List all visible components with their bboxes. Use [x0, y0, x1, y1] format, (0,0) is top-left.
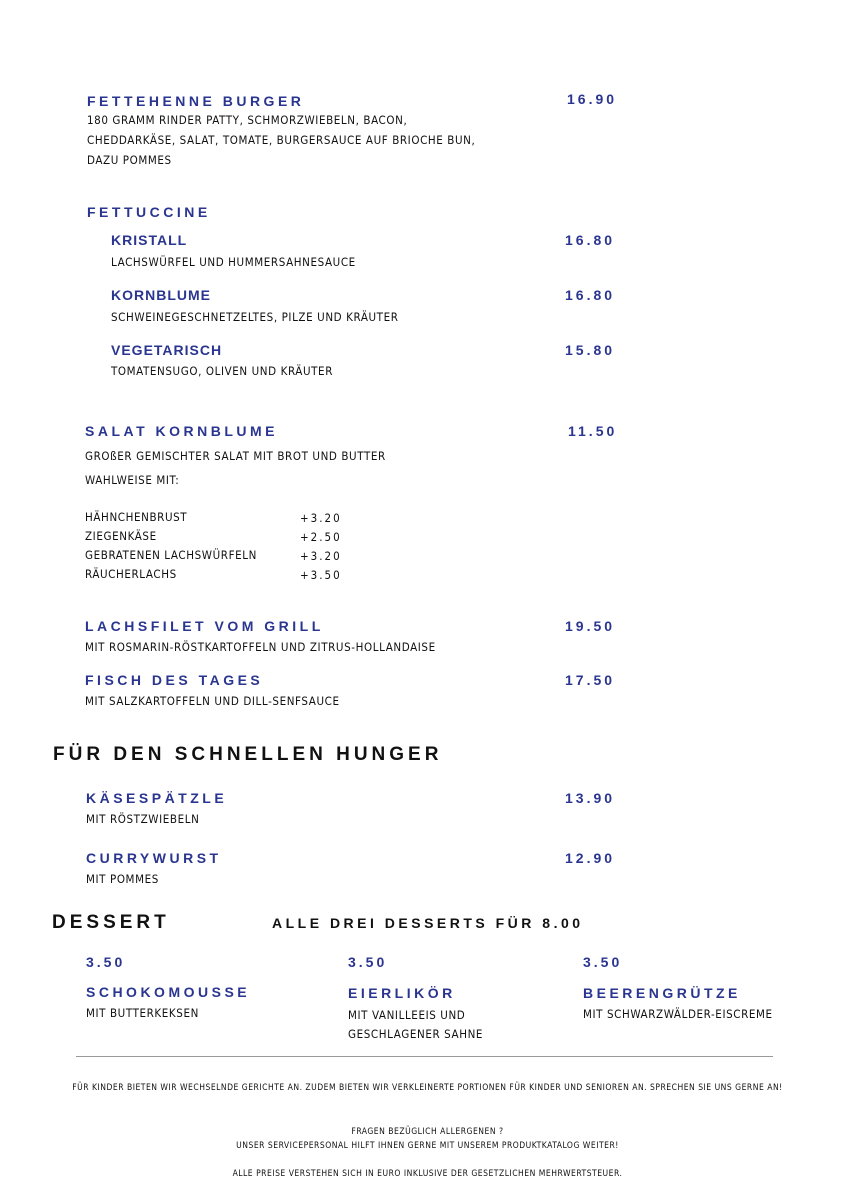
dessert-desc: MIT VANILLEEIS UND — [348, 1008, 466, 1022]
dessert-price: 3.50 — [583, 954, 623, 970]
burger-price: 16.90 — [567, 91, 618, 107]
schnell-item-price: 13.90 — [565, 790, 616, 806]
lachsfilet-desc: MIT ROSMARIN-RÖSTKARTOFFELN UND ZITRUS-HOLLANDAISE — [85, 640, 436, 654]
dessert-price: 3.50 — [348, 954, 388, 970]
footer-kinder-note: FÜR KINDER BIETEN WIR WECHSELNDE GERICHTE AN. ZUDEM BIETEN WIR VERKLEINERTE PORTIONEN FÜR KINDER UND SENIOREN AN. SPRECHEN SIE UNS GERNE AN! — [72, 1083, 783, 1093]
salat-desc: GROßER GEMISCHTER SALAT MIT BROT UND BUTTER — [85, 449, 386, 463]
footer-allergen-question: FRAGEN BEZÜGLICH ALLERGENEN ? — [351, 1127, 504, 1137]
burger-desc-line-3: DAZU POMMES — [87, 153, 172, 167]
schnell-item-name: CURRYWURST — [86, 850, 222, 866]
fettuccine-item-price: 15.80 — [565, 342, 616, 358]
lachsfilet-price: 19.50 — [565, 618, 616, 634]
schnell-item-desc: MIT POMMES — [86, 872, 159, 886]
fettuccine-item-price: 16.80 — [565, 232, 616, 248]
dessert-offer: ALLE DREI DESSERTS FÜR 8.00 — [272, 915, 584, 931]
burger-desc-line-2: CHEDDARKÄSE, SALAT, TOMATE, BURGERSAUCE AUF BRIOCHE BUN, — [87, 133, 476, 147]
fettuccine-item-desc: TOMATENSUGO, OLIVEN UND KRÄUTER — [111, 364, 333, 378]
salat-option-name: RÄUCHERLACHS — [85, 567, 177, 581]
burger-name: FETTEHENNE BURGER — [87, 93, 305, 109]
salat-option-price: +3.50 — [300, 568, 342, 582]
dessert-heading: DESSERT — [52, 912, 170, 933]
fettuccine-item-price: 16.80 — [565, 287, 616, 303]
fettuccine-item-name: KRISTALL — [111, 232, 188, 248]
fisch-price: 17.50 — [565, 672, 616, 688]
fettuccine-item-desc: SCHWEINEGESCHNETZELTES, PILZE UND KRÄUTER — [111, 310, 399, 324]
salat-price: 11.50 — [568, 423, 618, 439]
schnell-item-price: 12.90 — [565, 850, 616, 866]
schnell-item-desc: MIT RÖSTZWIEBELN — [86, 812, 200, 826]
fettuccine-item-name: VEGETARISCH — [111, 342, 223, 358]
dessert-desc: MIT SCHWARZWÄLDER-EISCREME — [583, 1007, 773, 1021]
salat-option-label: WAHLWEISE MIT: — [85, 473, 180, 487]
fettuccine-item-desc: LACHSWÜRFEL UND HUMMERSAHNESAUCE — [111, 255, 356, 269]
salat-option-name: GEBRATENEN LACHSWÜRFELN — [85, 548, 257, 562]
divider-line — [76, 1056, 773, 1057]
dessert-desc: GESCHLAGENER SAHNE — [348, 1027, 484, 1041]
schnell-heading: FÜR DEN SCHNELLEN HUNGER — [53, 744, 443, 765]
footer-preise-note: ALLE PREISE VERSTEHEN SICH IN EURO INKLUSIVE DER GESETZLICHEN MEHRWERTSTEUER. — [232, 1169, 623, 1179]
salat-option-name: ZIEGENKÄSE — [85, 529, 157, 543]
fettuccine-heading: FETTUCCINE — [87, 204, 211, 220]
salat-option-price: +3.20 — [300, 549, 342, 563]
salat-option-name: HÄHNCHENBRUST — [85, 510, 188, 524]
salat-option-price: +3.20 — [300, 511, 342, 525]
fisch-desc: MIT SALZKARTOFFELN UND DILL-SENFSAUCE — [85, 694, 340, 708]
fettuccine-item-name: KORNBLUME — [111, 287, 211, 303]
fisch-name: FISCH DES TAGES — [85, 672, 264, 688]
lachsfilet-name: LACHSFILET VOM GRILL — [85, 618, 324, 634]
dessert-name: EIERLIKÖR — [348, 985, 456, 1001]
schnell-item-name: KÄSESPÄTZLE — [86, 790, 228, 806]
dessert-desc: MIT BUTTERKEKSEN — [86, 1006, 199, 1020]
dessert-name: SCHOKOMOUSSE — [86, 984, 251, 1000]
salat-option-price: +2.50 — [300, 530, 342, 544]
salat-name: SALAT KORNBLUME — [85, 423, 279, 439]
footer-allergen-answer: UNSER SERVICEPERSONAL HILFT IHNEN GERNE MIT UNSEREM PRODUKTKATALOG WEITER! — [236, 1141, 619, 1151]
dessert-name: BEERENGRÜTZE — [583, 985, 741, 1001]
dessert-price: 3.50 — [86, 954, 126, 970]
burger-desc-line-1: 180 GRAMM RINDER PATTY, SCHMORZWIEBELN, BACON, — [87, 113, 408, 127]
